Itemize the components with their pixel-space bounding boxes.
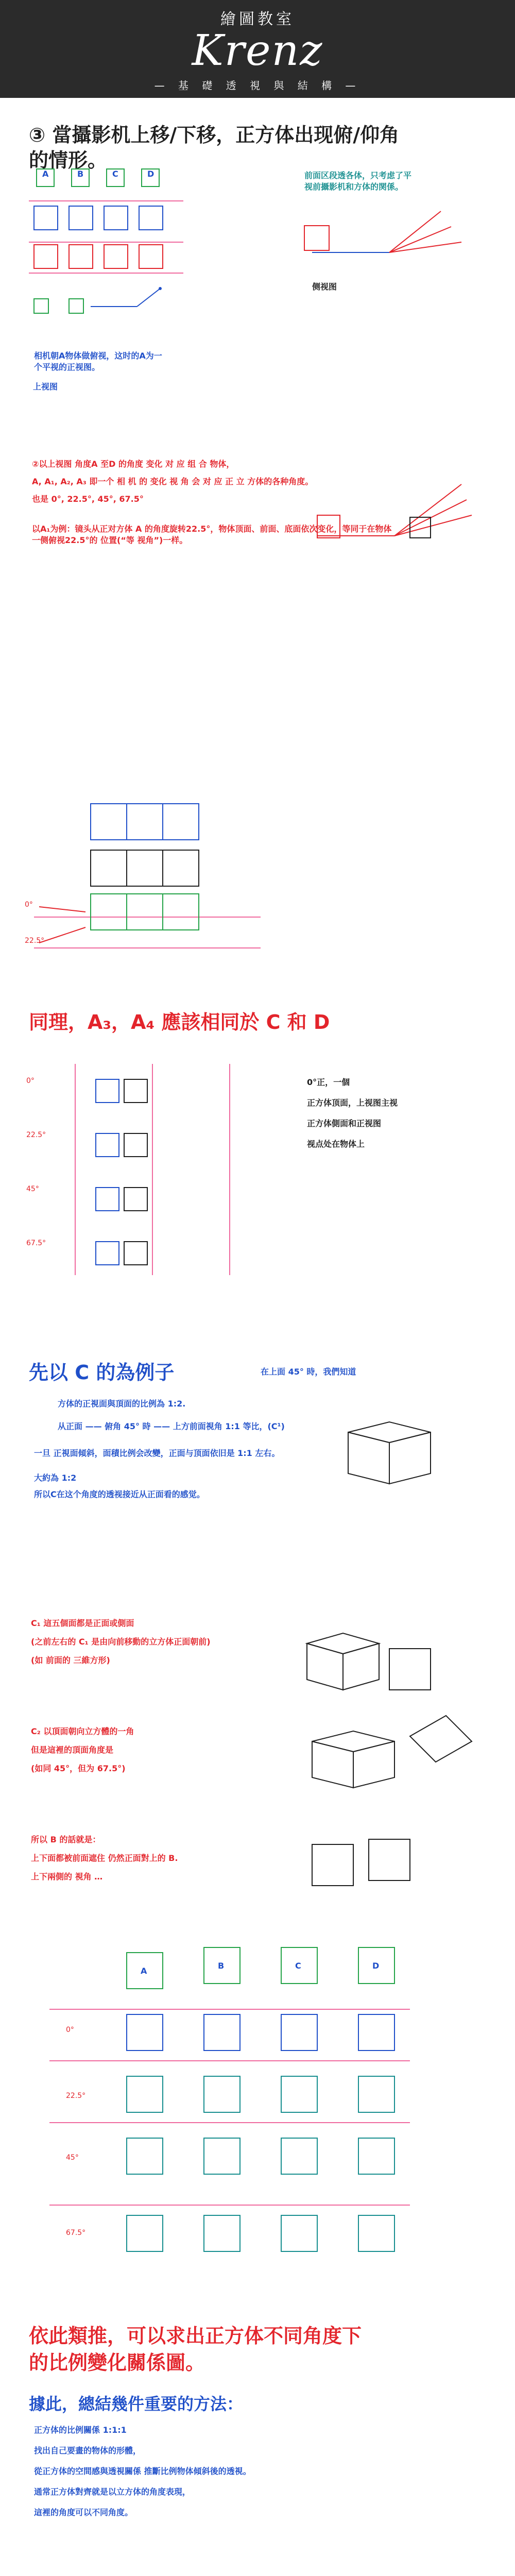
summary-point-5: 這裡的角度可以不同角度。 (34, 2507, 133, 2517)
c2-note-2: (如同 45°，但为 67.5°) (31, 1764, 126, 1773)
section-same-as-cd (19, 1010, 496, 1360)
final-label-b: B (218, 1961, 225, 1971)
section-example-c (19, 1360, 496, 1618)
summary-point-3: 從正方体的空間感與透視關係 推斷比例物体傾斜後的透視。 (34, 2466, 251, 2476)
angle-table-sketch (19, 1059, 496, 1347)
cube-perspective-sketch (333, 1412, 461, 1504)
camera-fan-sketch (307, 474, 482, 556)
red-note-1: ②以上视图 角度A 至D 的角度 变化 对 应 组 合 物体， (32, 459, 235, 469)
section-summary (19, 2324, 496, 2576)
red-note-4: 以A₁为例：镜头从正对方体 A 的角度旋转22.5°，物体顶面、前面、底面依次变化，等同于在物体一侧俯视22.5°的 位置(“等 视角”)一样。 (32, 524, 392, 545)
section-final-grid (19, 1937, 496, 2313)
angle-0: 0° (25, 901, 33, 909)
c3-title: 所以 B 的話就是： (31, 1835, 101, 1844)
final-angle-3: 67.5° (66, 2229, 86, 2237)
brand-logo: Krenz (192, 26, 323, 75)
example-subheading: 在上面 45° 時，我們知道 (261, 1367, 356, 1377)
example-line-2: 从正面 —— 俯角 45° 時 —— 上方前面視角 1:1 等比，(C¹) (58, 1421, 285, 1431)
grid-cubes-sketch (19, 793, 496, 1010)
summary-heading-1: 依此類推，可以求出正方体不同角度下 (29, 2325, 362, 2347)
example-line-5: 所以C在这个角度的透视接近从正面看的感觉。 (34, 1489, 205, 1499)
page-header (0, 0, 515, 98)
section-camera-angles (19, 350, 496, 793)
c1-sub: (如 前面的 三維方形) (31, 1655, 110, 1665)
final-grid-sketch (19, 1937, 496, 2308)
summary-point-2: 找出自己要畫的物体的形體， (34, 2446, 142, 2455)
red-note-2: A, A₁, A₂, A₃ 即一个 相 机 的 变化 视 角 会 对 应 正 立 方体的各种角度。 (32, 477, 314, 486)
section-front-grid (19, 793, 496, 1010)
front-note: 前面区段透各体，只考虑了平视前攝影机和方体的関係。 (304, 171, 412, 192)
final-angle-1: 22.5° (66, 2092, 86, 2100)
example-line-4: 大約為 1:2 (34, 1473, 77, 1483)
note-2: 正方体側面和正视图 (307, 1118, 382, 1128)
c3-note: 上下面都被前面遮住 仍然正面對上的 B. (31, 1853, 178, 1863)
summary-title: 據此，總結幾件重要的方法： (29, 2394, 244, 2414)
section-heading: ③ 當攝影机上移/下移，正方体出现俯/仰角的情形。 (29, 124, 400, 172)
header-subtitle: — 基 礎 透 視 與 結 構 — (154, 79, 361, 92)
final-angle-0: 0° (66, 2026, 74, 2034)
final-label-a: A (141, 1966, 147, 1976)
example-line-1: 方体的正視面與頂面的比例為 1:2. (58, 1399, 186, 1409)
col-0: 0° (26, 1077, 35, 1085)
note-1: 正方体顶面，上视图主视 (307, 1098, 398, 1108)
summary-point-1: 正方体的比例關係 1:1:1 (34, 2425, 127, 2435)
summary-point-4: 通常正方体對齊就是以立方体的角度表現， (34, 2487, 191, 2497)
example-line-3: 一旦 正視面傾斜，面積比例会改變，正面与顶面依旧是 1:1 左右。 (34, 1448, 280, 1458)
c1-title: C₁ 這五個面都是正面或側面 (31, 1618, 134, 1628)
c-variant-sketch (276, 1613, 482, 1917)
c2-note-1: 但是這裡的頂面角度是 (31, 1745, 114, 1755)
note-3: 视点处在物体上 (307, 1139, 365, 1149)
final-angle-2: 45° (66, 2154, 79, 2162)
c1-note: (之前左右的 C₁ 是由向前移動的立方体正面朝前) (31, 1637, 211, 1647)
red-note-3: 也是 0°, 22.5°, 45°, 67.5° (32, 494, 144, 504)
summary-heading-2: 的比例變化關係圖。 (29, 2351, 205, 2374)
section-c-variants (19, 1618, 496, 1937)
col-3: 67.5° (26, 1239, 46, 1247)
angle-22: 22.5° (25, 937, 45, 945)
example-heading: 先以 C 的為例子 (29, 1361, 175, 1384)
col-2: 45° (26, 1185, 39, 1193)
col-1: 22.5° (26, 1131, 46, 1139)
side-view-label: 侧视图 (312, 282, 337, 292)
note-0: 0°正，一個 (307, 1077, 350, 1087)
final-label-d: D (372, 1961, 380, 1971)
final-label-c: C (295, 1961, 301, 1971)
label-a: A (42, 169, 49, 179)
camera-note: 相机朝A物体做俯视，这时的A为一个平视的正视图。 (34, 351, 162, 372)
header-title-cn: 繪圖教室 (220, 10, 295, 28)
same-as-heading: 同理，A₃，A₄ 應該相同於 C 和 D (29, 1011, 330, 1033)
label-d: D (147, 169, 154, 179)
c3-note2: 上下兩側的 視角 … (31, 1872, 103, 1882)
sketch-camera-cubes (19, 160, 496, 345)
label-b: B (77, 169, 84, 179)
label-c: C (112, 169, 118, 179)
c2-title: C₂ 以頂面朝向立方體的一角 (31, 1726, 134, 1736)
upview-label: 上视图 (33, 382, 58, 392)
section-camera-up-down (19, 113, 496, 355)
